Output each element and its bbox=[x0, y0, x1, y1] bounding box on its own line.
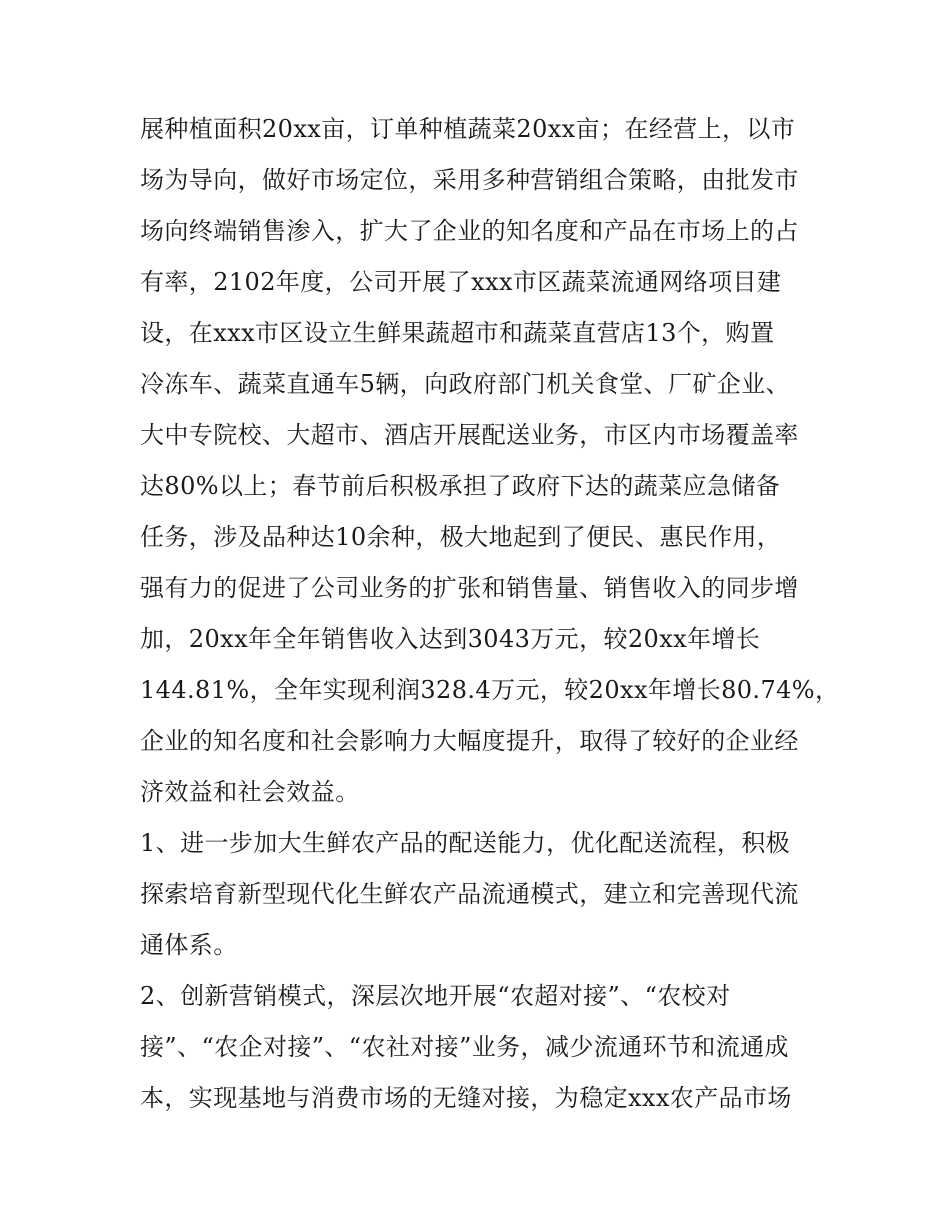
text-line: 场为导向，做好市场定位，采用多种营销组合策略，由批发市 bbox=[140, 166, 799, 194]
text-line: 冷冻车、蔬菜直通车5辆，向政府部门机关食堂、厂矿企业、 bbox=[140, 370, 791, 398]
list-item-line: 接”、“农企对接”、“农社对接”业务，减少流通环节和流通成 bbox=[140, 1033, 789, 1061]
list-item-line: 1、进一步加大生鲜农产品的配送能力，优化配送流程，积极 bbox=[140, 829, 791, 857]
text-line: 有率，2102年度，公司开展了xxx市区蔬菜流通网络项目建 bbox=[140, 268, 782, 296]
text-line: 144.81%，全年实现利润328.4万元，较20xx年增长80.74%， bbox=[140, 676, 840, 704]
list-item-line: 本，实现基地与消费市场的无缝对接，为稳定xxx农产品市场 bbox=[140, 1084, 792, 1112]
text-line: 强有力的促进了公司业务的扩张和销售量、销售收入的同步增 bbox=[140, 574, 799, 602]
text-line: 大中专院校、大超市、酒店开展配送业务，市区内市场覆盖率 bbox=[140, 421, 799, 449]
text-line: 任务，涉及品种达10余种，极大地起到了便民、惠民作用， bbox=[140, 523, 782, 551]
text-line: 济效益和社会效益。 bbox=[140, 778, 360, 806]
text-line: 达80%以上；春节前后积极承担了政府下达的蔬菜应急储备 bbox=[140, 472, 781, 500]
list-item-line: 探索培育新型现代化生鲜农产品流通模式，建立和完善现代流 bbox=[140, 880, 799, 908]
text-line: 加，20xx年全年销售收入达到3043万元，较20xx年增长 bbox=[140, 625, 761, 653]
text-line: 设，在xxx市区设立生鲜果蔬超市和蔬菜直营店13个，购置 bbox=[140, 319, 775, 347]
list-item-line: 2、创新营销模式，深层次地开展“农超对接”、“农校对 bbox=[140, 982, 731, 1010]
text-line: 场向终端销售渗入，扩大了企业的知名度和产品在市场上的占 bbox=[140, 217, 799, 245]
list-item-line: 通体系。 bbox=[140, 931, 238, 959]
text-line: 展种植面积20xx亩，订单种植蔬菜20xx亩；在经营上，以市 bbox=[140, 115, 796, 143]
text-line: 企业的知名度和社会影响力大幅度提升，取得了较好的企业经 bbox=[140, 727, 799, 755]
